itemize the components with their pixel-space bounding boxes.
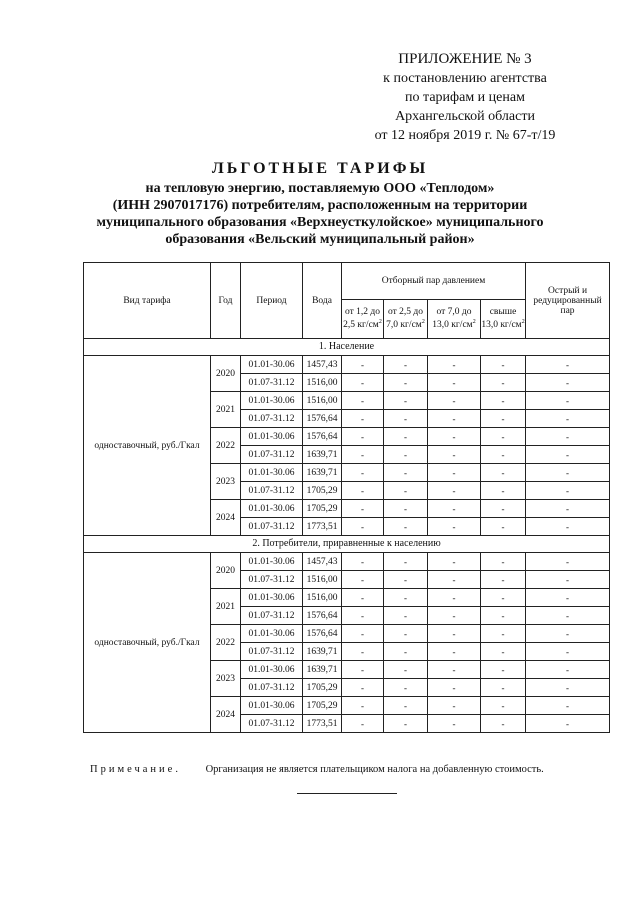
dash-cell: - [384,607,428,625]
dash-cell: - [481,392,526,410]
dash-cell: - [384,446,428,464]
dash-cell: - [428,625,481,643]
dash-cell: - [342,446,384,464]
dash-cell: - [428,482,481,500]
dash-cell: - [481,589,526,607]
section-title: 1. Население [84,339,610,356]
dash-cell: - [428,374,481,392]
water-cell: 1773,51 [303,518,342,536]
year-cell: 2023 [211,464,241,500]
header-period: Период [241,263,303,339]
period-cell: 01.07-31.12 [241,679,303,697]
year-cell: 2021 [211,589,241,625]
dash-cell: - [342,571,384,589]
period-cell: 01.01-30.06 [241,625,303,643]
dash-cell: - [342,392,384,410]
dash-cell: - [526,625,610,643]
dash-cell: - [342,482,384,500]
dash-cell: - [384,356,428,374]
dash-cell: - [428,679,481,697]
dash-cell: - [342,643,384,661]
dash-cell: - [342,356,384,374]
heading-line: на тепловую энергию, поставляемую ООО «Теплодом» [145,181,495,196]
dash-cell: - [384,571,428,589]
header-pressure-3: от 7,0 до 13,0 $кг/см^2$ [428,300,481,339]
dash-cell: - [428,643,481,661]
dash-cell: - [526,661,610,679]
year-cell: 2021 [211,392,241,428]
header-steam-group: Отборный пар давлением [342,263,526,300]
dash-cell: - [526,374,610,392]
dash-cell: - [342,410,384,428]
dash-cell: - [428,356,481,374]
water-cell: 1773,51 [303,715,342,733]
year-cell: 2020 [211,356,241,392]
water-cell: 1516,00 [303,374,342,392]
dash-cell: - [526,482,610,500]
water-cell: 1705,29 [303,482,342,500]
dash-cell: - [526,589,610,607]
tariff-type-cell: одноставочный, руб./Гкал [84,356,211,536]
appendix-line: Архангельской области [395,109,535,124]
dash-cell: - [428,392,481,410]
header-pressure-2: от 2,5 до 7,0 $кг/см^2$ [384,300,428,339]
dash-cell: - [342,679,384,697]
dash-cell: - [481,518,526,536]
header-year: Год [211,263,241,339]
dash-cell: - [384,679,428,697]
dash-cell: - [481,679,526,697]
section-title: 2. Потребители, приравненные к населению [84,536,610,553]
header-water: Вода [303,263,342,339]
period-cell: 01.01-30.06 [241,464,303,482]
table-body [84,339,610,733]
water-cell: 1576,64 [303,428,342,446]
table-header-row [84,263,610,300]
dash-cell: - [481,464,526,482]
dash-cell: - [526,446,610,464]
dash-cell: - [428,446,481,464]
dash-cell: - [342,697,384,715]
heading-line: образования «Вельский муниципальный район» [165,232,475,247]
dash-cell: - [481,356,526,374]
dash-cell: - [428,607,481,625]
water-cell: 1576,64 [303,410,342,428]
dash-cell: - [384,500,428,518]
document-title: ЛЬГОТНЫЕ ТАРИФЫ [211,160,429,177]
dash-cell: - [384,715,428,733]
dash-cell: - [526,410,610,428]
dash-cell: - [428,589,481,607]
dash-cell: - [481,643,526,661]
year-cell: 2024 [211,697,241,733]
note-text: Организация не является плательщиком налога на добавленную стоимость. [205,764,544,775]
dash-cell: - [384,410,428,428]
dash-cell: - [384,553,428,571]
dash-cell: - [526,571,610,589]
dash-cell: - [526,715,610,733]
dash-cell: - [428,518,481,536]
tariff-type-cell: одноставочный, руб./Гкал [84,553,211,733]
appendix-title: ПРИЛОЖЕНИЕ № 3 [398,51,532,67]
appendix-line: к постановлению агентства [383,71,547,86]
dash-cell: - [526,500,610,518]
period-cell: 01.01-30.06 [241,589,303,607]
period-cell: 01.07-31.12 [241,607,303,625]
dash-cell: - [481,661,526,679]
table-row [84,553,610,571]
tariff-table [83,262,610,733]
heading-line: муниципального образования «Верхнеусткулойское» муниципального [96,215,544,230]
dash-cell: - [342,589,384,607]
header-pressure-4: свыше 13,0 $кг/см^2$ [481,300,526,339]
appendix-line: по тарифам и ценам [405,90,525,105]
dash-cell: - [526,643,610,661]
dash-cell: - [428,410,481,428]
section-row [84,339,610,356]
water-cell: 1705,29 [303,500,342,518]
dash-cell: - [342,625,384,643]
dash-cell: - [428,715,481,733]
dash-cell: - [526,518,610,536]
dash-cell: - [481,428,526,446]
water-cell: 1457,43 [303,356,342,374]
water-cell: 1516,00 [303,392,342,410]
section-row [84,536,610,553]
dash-cell: - [481,607,526,625]
table-row [84,356,610,374]
note [90,764,544,775]
water-cell: 1516,00 [303,589,342,607]
water-cell: 1576,64 [303,625,342,643]
period-cell: 01.01-30.06 [241,356,303,374]
dash-cell: - [481,697,526,715]
year-cell: 2023 [211,661,241,697]
dash-cell: - [481,500,526,518]
dash-cell: - [384,697,428,715]
year-cell: 2022 [211,428,241,464]
period-cell: 01.07-31.12 [241,410,303,428]
water-cell: 1639,71 [303,643,342,661]
period-cell: 01.07-31.12 [241,482,303,500]
water-cell: 1639,71 [303,464,342,482]
dash-cell: - [384,464,428,482]
period-cell: 01.07-31.12 [241,571,303,589]
dash-cell: - [342,661,384,679]
dash-cell: - [342,464,384,482]
period-cell: 01.01-30.06 [241,661,303,679]
period-cell: 01.01-30.06 [241,500,303,518]
period-cell: 01.01-30.06 [241,392,303,410]
dash-cell: - [384,643,428,661]
dash-cell: - [342,428,384,446]
dash-cell: - [342,518,384,536]
dash-cell: - [342,553,384,571]
dash-cell: - [342,374,384,392]
dash-cell: - [526,356,610,374]
dash-cell: - [428,571,481,589]
appendix-block [330,50,600,145]
dash-cell: - [428,697,481,715]
dash-cell: - [384,518,428,536]
water-cell: 1457,43 [303,553,342,571]
dash-cell: - [481,446,526,464]
year-cell: 2024 [211,500,241,536]
dash-cell: - [481,553,526,571]
dash-cell: - [428,464,481,482]
period-cell: 01.07-31.12 [241,518,303,536]
dash-cell: - [384,428,428,446]
period-cell: 01.07-31.12 [241,374,303,392]
dash-cell: - [526,553,610,571]
dash-cell: - [526,607,610,625]
dash-cell: - [526,679,610,697]
dash-cell: - [481,625,526,643]
header-tariff-type: Вид тарифа [84,263,211,339]
period-cell: 01.01-30.06 [241,553,303,571]
period-cell: 01.01-30.06 [241,428,303,446]
dash-cell: - [481,715,526,733]
dash-cell: - [526,464,610,482]
water-cell: 1639,71 [303,446,342,464]
water-cell: 1516,00 [303,571,342,589]
dash-cell: - [481,482,526,500]
document-heading [60,160,580,248]
dash-cell: - [384,661,428,679]
dash-cell: - [342,607,384,625]
dash-cell: - [384,625,428,643]
period-cell: 01.07-31.12 [241,446,303,464]
header-pressure-1: от 1,2 до 2,5 $кг/см^2$ [342,300,384,339]
dash-cell: - [526,697,610,715]
dash-cell: - [384,392,428,410]
dash-cell: - [428,553,481,571]
water-cell: 1639,71 [303,661,342,679]
dash-cell: - [342,500,384,518]
appendix-line: от 12 ноября 2019 г. № 67-т/19 [374,128,556,143]
dash-cell: - [428,428,481,446]
dash-cell: - [342,715,384,733]
dash-cell: - [428,500,481,518]
year-cell: 2020 [211,553,241,589]
period-cell: 01.07-31.12 [241,715,303,733]
divider [297,793,397,794]
dash-cell: - [428,661,481,679]
heading-line: (ИНН 2907017176) потребителям, расположенным на территории [112,198,528,213]
period-cell: 01.07-31.12 [241,643,303,661]
dash-cell: - [481,374,526,392]
dash-cell: - [384,482,428,500]
note-label: Примечание. [90,764,181,775]
water-cell: 1705,29 [303,679,342,697]
year-cell: 2022 [211,625,241,661]
dash-cell: - [384,589,428,607]
header-sharp-steam: Острый и редуцированный пар [526,263,610,339]
water-cell: 1576,64 [303,607,342,625]
dash-cell: - [384,374,428,392]
dash-cell: - [526,392,610,410]
dash-cell: - [526,428,610,446]
period-cell: 01.01-30.06 [241,697,303,715]
dash-cell: - [481,410,526,428]
dash-cell: - [481,571,526,589]
water-cell: 1705,29 [303,697,342,715]
